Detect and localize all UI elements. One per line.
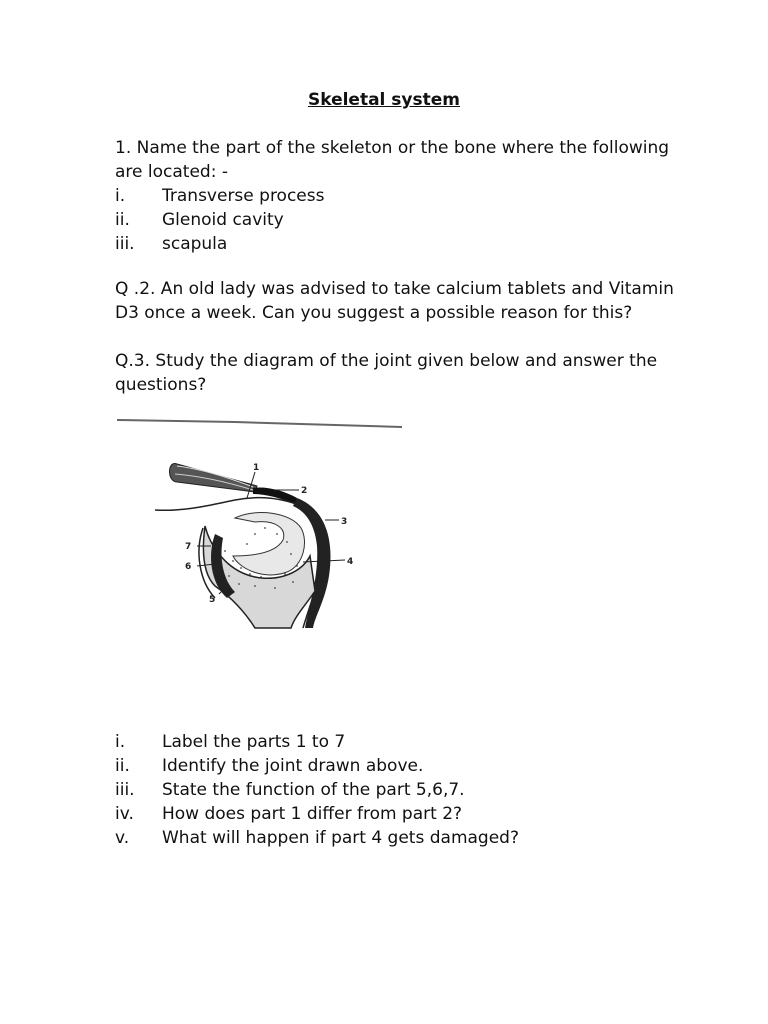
item-number: iii. [115,234,135,254]
item-number: i. [115,186,126,206]
item-number: iii. [115,780,135,800]
list-item [115,208,675,232]
item-number: ii. [115,756,130,776]
item-number: v. [115,828,130,848]
list-item [115,730,675,754]
item-text: State the function of the part 5,6,7. [162,780,465,800]
item-text: How does part 1 differ from part 2? [162,804,463,824]
joint-diagram-svg [115,416,405,631]
question-3-list [115,730,675,850]
item-number: i. [115,732,126,752]
item-text: Transverse process [162,186,325,206]
question-1-list [115,184,675,256]
diagram-label-5: 5 [209,595,216,605]
page-title: Skeletal system [307,90,460,110]
item-number: iv. [115,804,134,824]
list-item [115,802,675,826]
diagram-label-3: 3 [341,517,348,527]
item-number: ii. [115,210,130,230]
item-text: What will happen if part 4 gets damaged? [162,828,519,848]
diagram-border-line [117,420,402,427]
list-item [115,184,675,208]
joint-diagram [115,416,405,631]
question-2-text: Q .2. An old lady was advised to take calcium tablets and Vitamin D3 once a week. Can you suggest a possible reason for this? [115,279,674,323]
item-text: Label the parts 1 to 7 [162,732,346,752]
question-3-text: Q.3. Study the diagram of the joint given below and answer the questions? [115,351,658,395]
list-item [115,826,675,850]
diagram-label-1: 1 [253,463,260,473]
diagram-label-4: 4 [347,557,354,567]
question-1 [115,136,675,256]
item-text: Glenoid cavity [162,210,284,230]
diagram-label-7: 7 [185,542,192,552]
question-2 [115,277,675,325]
question-3 [115,349,675,397]
list-item [115,754,675,778]
cavity-shape [233,513,305,575]
diagram-label-6: 6 [185,562,192,572]
list-item [115,232,675,256]
diagram-label-2: 2 [301,486,308,496]
question-1-text: 1. Name the part of the skeleton or the bone where the following are located: - [115,138,670,182]
item-text: scapula [162,234,228,254]
item-text: Identify the joint drawn above. [162,756,424,776]
list-item [115,778,675,802]
